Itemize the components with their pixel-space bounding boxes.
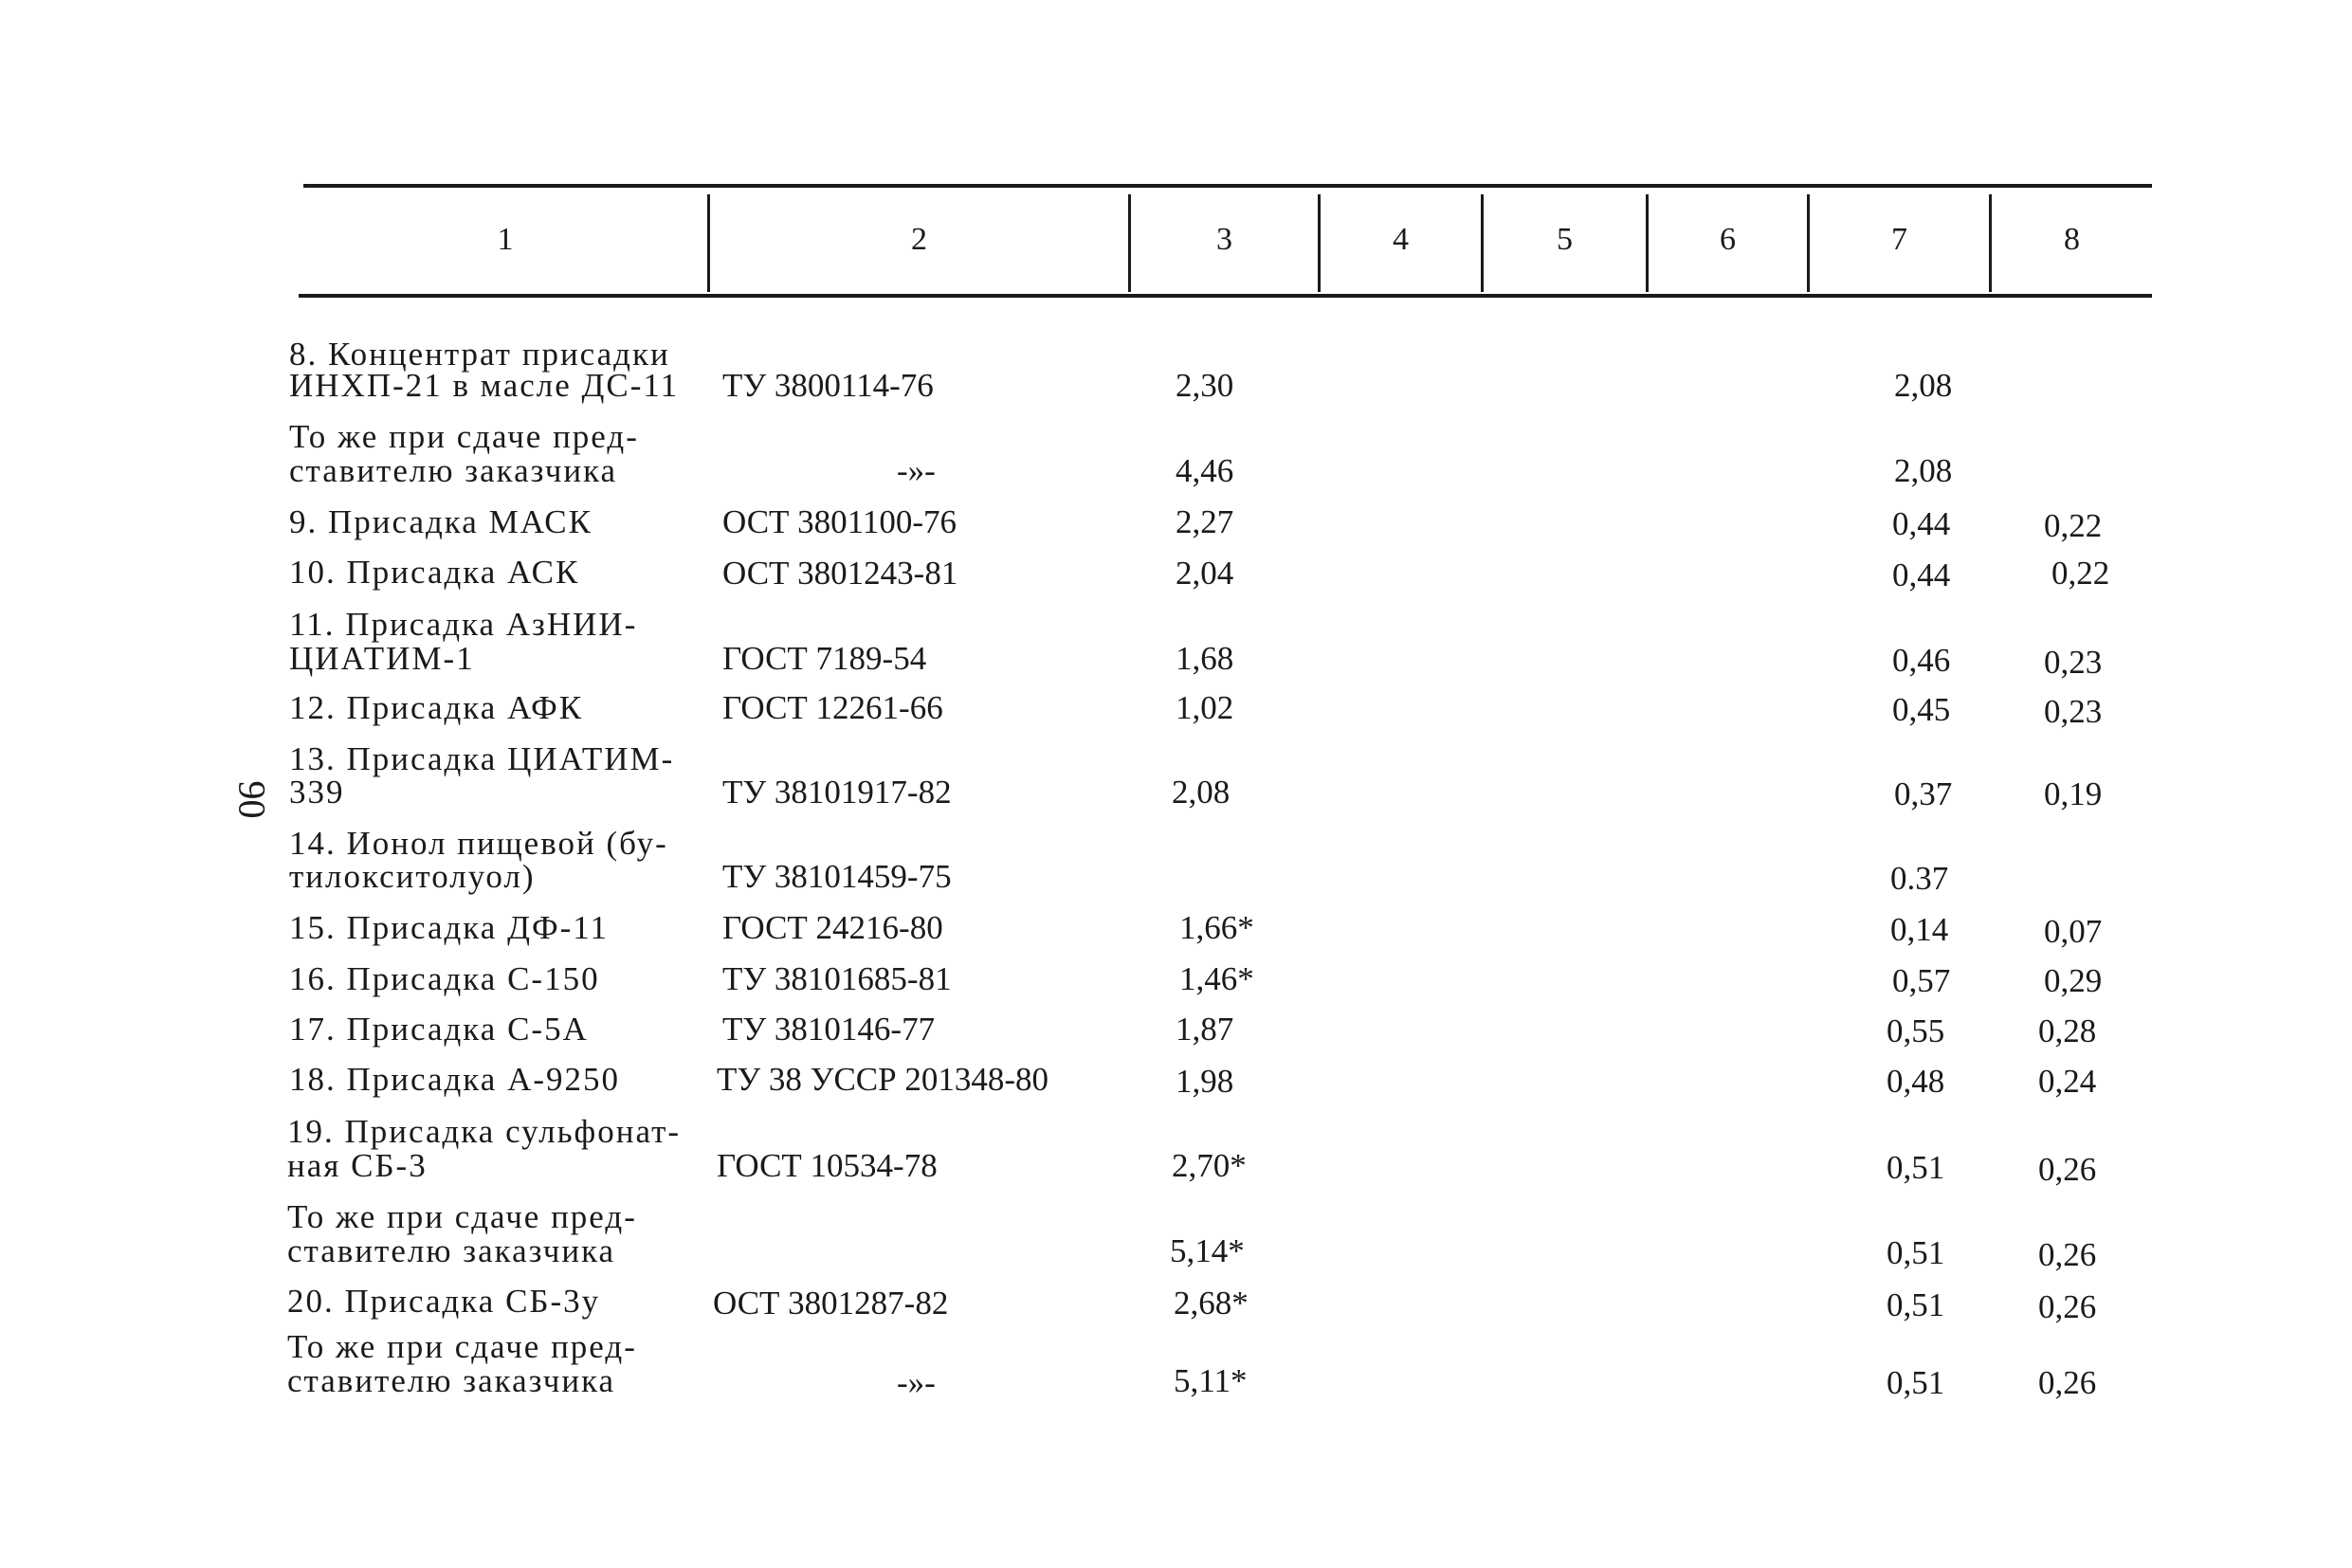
- row-name-line: 10. Присадка АСК: [289, 554, 580, 591]
- row-col3: 1,98: [1176, 1063, 1234, 1100]
- header-cell-6: 6: [1720, 222, 1736, 257]
- row-name-line: 15. Присадка ДФ-11: [289, 909, 609, 946]
- row-standard: ТУ 38101459-75: [722, 858, 952, 895]
- row-col8: 0,22: [2044, 507, 2103, 544]
- row-col8: 0,26: [2038, 1364, 2097, 1401]
- row-col7: 0,37: [1894, 775, 1953, 812]
- row-standard: ОСТ 3801100-76: [722, 503, 957, 540]
- row-col3: 1,46*: [1179, 960, 1254, 997]
- row-name-line: 9. Присадка МАСК: [289, 503, 593, 540]
- row-col3: 1,87: [1176, 1011, 1234, 1048]
- row-name-line: 20. Присадка СБ-3у: [287, 1283, 601, 1320]
- row-standard: ОСТ 3801287-82: [713, 1285, 949, 1322]
- row-col3: 2,08: [1172, 774, 1231, 811]
- row-name-line: 11. Присадка АзНИИ-: [289, 606, 638, 643]
- row-col3: 1,02: [1176, 689, 1234, 726]
- row-col7: 0.37: [1890, 860, 1949, 897]
- row-col8: 0,24: [2038, 1063, 2097, 1100]
- row-col3: 2,68*: [1174, 1285, 1249, 1322]
- row-col8: 0,23: [2044, 644, 2103, 681]
- row-standard: ГОСТ 7189-54: [722, 640, 927, 677]
- row-col3: 4,46: [1176, 452, 1234, 489]
- row-col8: 0,26: [2038, 1151, 2097, 1188]
- header-cell-8: 8: [2064, 222, 2080, 257]
- row-name-line: 8. Концентрат присадки: [289, 336, 670, 373]
- row-col7: 0,51: [1887, 1364, 1945, 1401]
- row-standard: -»-: [897, 1364, 936, 1401]
- row-standard: ТУ 38 УССР 201348-80: [717, 1061, 1048, 1098]
- row-col8: 0,23: [2044, 693, 2103, 730]
- row-col8: 0,28: [2038, 1012, 2097, 1049]
- row-col8: 0,19: [2044, 775, 2103, 812]
- row-standard: ГОСТ 12261-66: [722, 689, 943, 726]
- row-col8: 0,26: [2038, 1288, 2097, 1325]
- header-cell-5: 5: [1557, 222, 1573, 257]
- row-name-line: 17. Присадка С-5А: [289, 1011, 589, 1048]
- row-name-line: ИНХП-21 в масле ДС-11: [289, 367, 680, 404]
- header-cell-7: 7: [1891, 222, 1907, 257]
- header-cell-1: 1: [497, 222, 514, 257]
- row-col7: 0,48: [1887, 1063, 1945, 1100]
- row-name-line: 12. Присадка АФК: [289, 689, 584, 726]
- row-col3: 2,27: [1176, 503, 1234, 540]
- row-col8: 0,29: [2044, 962, 2103, 999]
- row-col8: 0,22: [2051, 555, 2110, 592]
- row-col7: 0,46: [1892, 642, 1951, 679]
- row-name-line: ная СБ-3: [287, 1147, 428, 1184]
- header-cell-3: 3: [1216, 222, 1232, 257]
- row-col3: 5,11*: [1174, 1362, 1248, 1399]
- row-name-line: 13. Присадка ЦИАТИМ-: [289, 740, 675, 777]
- header-cell-2: 2: [911, 222, 927, 257]
- row-name-line: 19. Присадка сульфонат-: [287, 1113, 682, 1150]
- row-standard: ГОСТ 24216-80: [722, 909, 943, 946]
- row-name-line: 339: [289, 774, 345, 811]
- row-col3: 1,66*: [1179, 909, 1254, 946]
- row-name-line: 14. Ионол пищевой (бу-: [289, 825, 668, 862]
- row-standard: ОСТ 3801243-81: [722, 555, 958, 592]
- row-col7: 0,55: [1887, 1012, 1945, 1049]
- row-col3: 2,04: [1176, 555, 1234, 592]
- row-name-line: ставителю заказчика: [287, 1362, 616, 1399]
- row-standard: ТУ 38101917-82: [722, 774, 952, 811]
- row-col7: 0,14: [1890, 911, 1949, 948]
- table-top-rule: [303, 184, 2152, 188]
- row-col8: 0,07: [2044, 913, 2103, 950]
- row-standard: ТУ 38101685-81: [722, 960, 952, 997]
- row-col7: 0,45: [1892, 691, 1951, 728]
- row-col7: 0,44: [1892, 505, 1951, 542]
- row-name-line: То же при сдаче пред-: [289, 418, 639, 455]
- row-col7: 0,51: [1887, 1286, 1945, 1323]
- row-col3: 2,70*: [1172, 1147, 1247, 1184]
- page-number: 90: [230, 780, 274, 819]
- row-standard: ТУ 3800114-76: [722, 367, 934, 404]
- row-standard: -»-: [897, 452, 936, 489]
- row-col7: 2,08: [1894, 367, 1953, 404]
- row-col7: 0,57: [1892, 962, 1951, 999]
- row-col3: 5,14*: [1170, 1232, 1245, 1269]
- header-cell-4: 4: [1393, 222, 1409, 257]
- row-name-line: ставителю заказчика: [287, 1232, 616, 1269]
- row-name-line: 18. Присадка А-9250: [289, 1061, 621, 1098]
- table-header-rule: [299, 294, 2152, 298]
- row-name-line: 16. Присадка С-150: [289, 960, 600, 997]
- row-name-line: ставителю заказчика: [289, 452, 618, 489]
- row-col7: 0,51: [1887, 1234, 1945, 1271]
- row-col8: 0,26: [2038, 1236, 2097, 1273]
- row-col7: 0,51: [1887, 1149, 1945, 1186]
- row-col7: 0,44: [1892, 556, 1951, 593]
- row-col3: 1,68: [1176, 640, 1234, 677]
- row-name-line: тилокситолуол): [289, 858, 536, 895]
- row-standard: ГОСТ 10534-78: [717, 1147, 938, 1184]
- row-name-line: То же при сдаче пред-: [287, 1328, 637, 1365]
- row-standard: ТУ 3810146-77: [722, 1011, 936, 1048]
- row-col7: 2,08: [1894, 452, 1953, 489]
- row-name-line: То же при сдаче пред-: [287, 1198, 637, 1235]
- row-name-line: ЦИАТИМ-1: [289, 640, 475, 677]
- row-col3: 2,30: [1176, 367, 1234, 404]
